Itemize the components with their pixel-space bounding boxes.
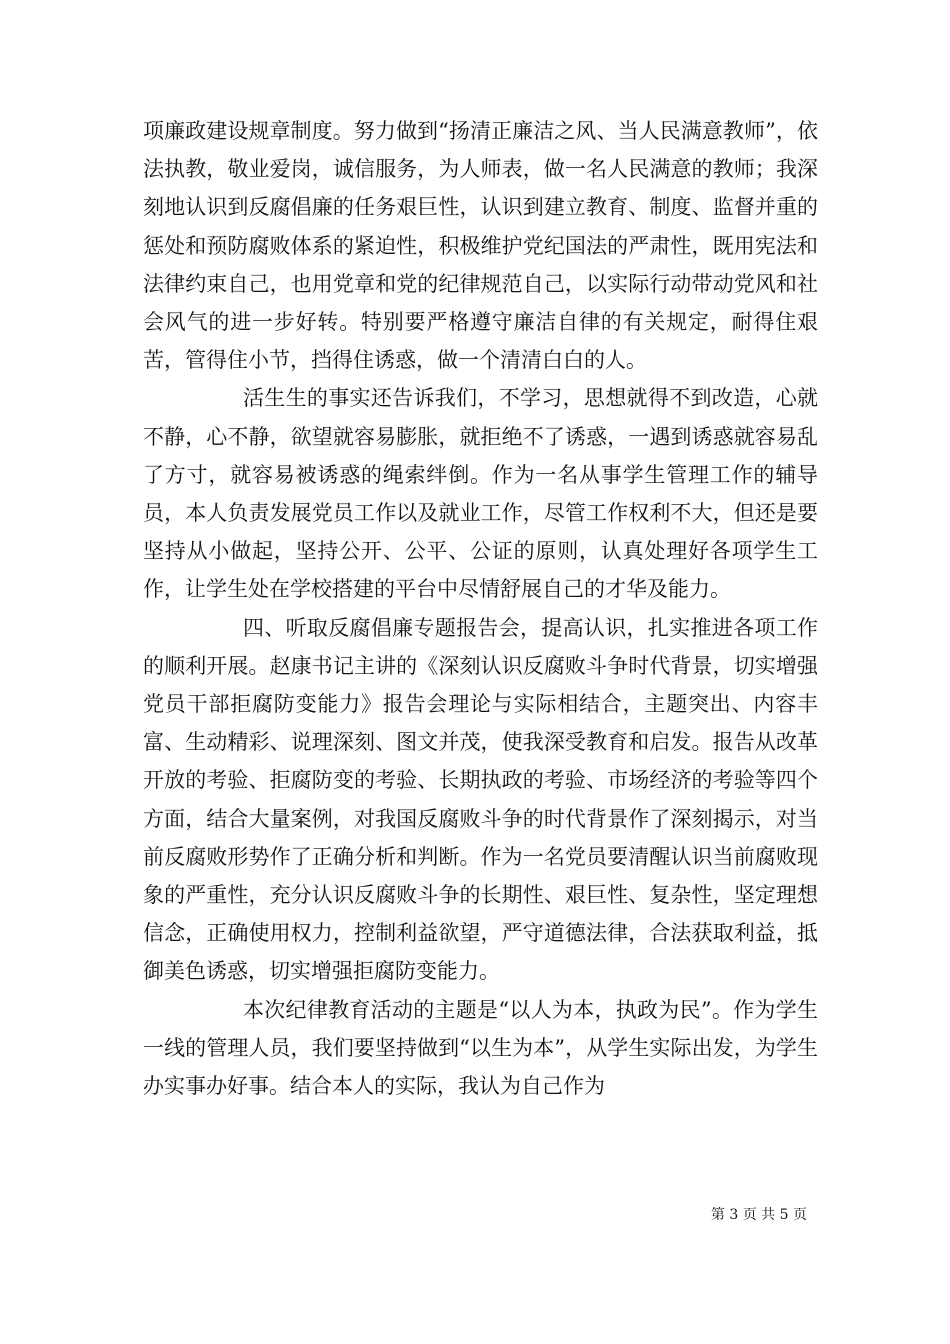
paragraph-activity-theme: 本次纪律教育活动的主题是“以人为本，执政为民”。作为学生一线的管理人员，我们要坚持做到“以生为本”，从学生实际出发，为学生办实事办好事。结合本人的实际，我认为自己作为 xyxy=(143,997,818,1099)
paragraph-learning: 活生生的事实还告诉我们，不学习，思想就得不到改造，心就不静，心不静，欲望就容易膨胀，就拒绝不了诱惑，一遇到诱惑就容易乱了方寸，就容易被诱惑的绳索绊倒。作为一名从事学生管理工作的辅导员，本人负责发展党员工作以及就业工作，尽管工作权利不大，但还是要坚持从小做起，坚持公开、公平、公证的原则，认真处理好各项学生工作，让学生处在学校搭建的平台中尽情舒展自己的才华及能力。 xyxy=(143,386,818,602)
document-body xyxy=(143,112,818,1105)
paragraph-continuation: 项廉政建设规章制度。努力做到“扬清正廉洁之风、当人民满意教师”，依法执教，敬业爱岗，诚信服务，为人师表，做一名人民满意的教师；我深刻地认识到反腐倡廉的任务艰巨性，认识到建立教育、制度、监督并重的惩处和预防腐败体系的紧迫性，积极维护党纪国法的严肃性，既用宪法和法律约束自己，也用党章和党的纪律规范自己，以实际行动带动党风和社会风气的进一步好转。特别要严格遵守廉洁自律的有关规定，耐得住艰苦，管得住小节，挡得住诱惑，做一个清清白白的人。 xyxy=(143,119,818,373)
paragraph-report-meeting: 四、听取反腐倡廉专题报告会，提高认识，扎实推进各项工作的顺利开展。赵康书记主讲的《深刻认识反腐败斗争时代背景，切实增强党员干部拒腐防变能力》报告会理论与实际相结合，主题突出、内容丰富、生动精彩、说理深刻、图文并茂，使我深受教育和启发。报告从改革开放的考验、拒腐防变的考验、长期执政的考验、市场经济的考验等四个方面，结合大量案例，对我国反腐败斗争的时代背景作了深刻揭示，对当前反腐败形势作了正确分析和判断。作为一名党员要清醒认识当前腐败现象的严重性，充分认识反腐败斗争的长期性、艰巨性、复杂性，坚定理想信念，正确使用权力，控制利益欲望，严守道德法律，合法获取利益，抵御美色诱惑，切实增强拒腐防变能力。 xyxy=(143,615,818,984)
page-number-footer: 第 3 页 共 5 页 xyxy=(710,1207,807,1223)
